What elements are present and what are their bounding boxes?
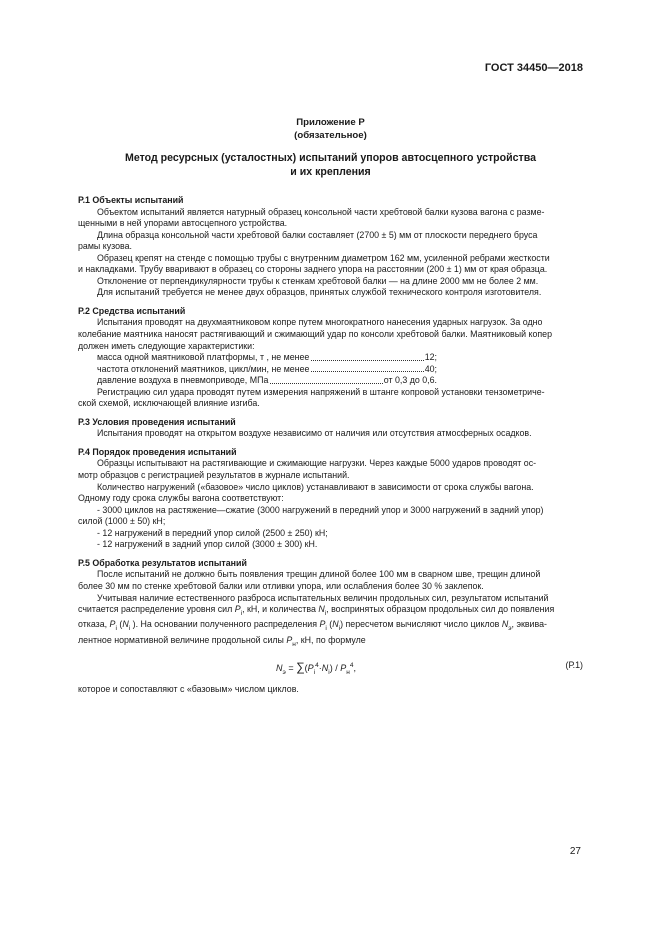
paragraph: Отклонение от перпендикулярности трубы к стенкам хребтовой балки — на длине 2000 мм не более 2 мм.: [97, 275, 539, 286]
paragraph: Учитывая наличие естественного разброса испытательных величин продольных сил, результатом испытаний: [97, 592, 549, 603]
paragraph-cont: считается распределение уровня сил $P_i$, кН, и количества $N_i$, воспринятых образцом продольных сил до появления: [78, 604, 555, 617]
formula-number: (Р.1): [565, 659, 583, 670]
page-number: 27: [569, 846, 581, 857]
paragraph-cont: более 30 мм по стенке хребтовой балки или отливки упора, или ослабления более 30 % заклепок.: [78, 580, 484, 591]
paragraph-cont: лентное нормативной величине продольной силы $P_н$, кН, по формуле: [78, 634, 366, 648]
paragraph: Образец крепят на стенде с помощью трубы с внутренним диаметром 162 мм, усиленной ребрами жесткости: [97, 252, 550, 263]
list-item: - 12 нагружений в передний упор силой (2500 ± 250) кН;: [97, 527, 328, 538]
characteristic-label: масса одной маятниковой платформы, т , не менее: [97, 352, 310, 363]
appendix-name: Приложение Р: [296, 117, 365, 128]
paragraph-cont: отказа, $P_i$ ($N_i$ ). На основании полученного распределения $P_i$ $(N_i)$ пересчетом вычисляют число циклов $N_э$, эквива-: [78, 619, 547, 633]
formula-block: [78, 650, 583, 684]
characteristic-row: [78, 375, 437, 387]
characteristic-value: 40;: [424, 363, 437, 374]
section-heading-p3: Р.3 Условия проведения испытаний: [78, 416, 236, 427]
characteristic-row: [78, 364, 437, 376]
section-heading-p1: Р.1 Объекты испытаний: [78, 195, 184, 205]
characteristic-row: [78, 352, 437, 364]
characteristic-label: давление воздуха в пневмоприводе, МПа: [97, 375, 269, 386]
paragraph: Испытания проводят на открытом воздухе независимо от наличия или отсутствия атмосферных осадков.: [97, 428, 532, 439]
characteristic-value: 12;: [424, 352, 437, 363]
paragraph: Длина образца консольной части хребтовой балки составляет (2700 ± 5) мм от плоскости переднего бруса: [97, 229, 538, 240]
paragraph: Объектом испытаний является натурный образец консольной части хребтовой балки кузова вагона с разме-: [97, 206, 545, 217]
paragraph-cont: ской схемой, исключающей влияние изгиба.: [78, 398, 260, 409]
paragraph: После испытаний не должно быть появления трещин длиной более 100 мм в сварном шве, трещин длиной: [97, 569, 541, 580]
list-item-cont: силой (1000 ± 50) кН;: [78, 516, 166, 527]
paragraph: Для испытаний требуется не менее двух образцов, принятых службой технического контроля изготовителя.: [97, 287, 542, 298]
title-line-1: Метод ресурсных (усталостных) испытаний упоров автосцепного устройства: [125, 152, 536, 164]
paragraph-cont: колебание маятника наносят растягивающий и сжимающий удар по консоли хребтовой балки. Маятниковый копер: [78, 329, 553, 340]
section-heading-p5: Р.5 Обработка результатов испытаний: [78, 557, 247, 568]
characteristic-label: частота отклонений маятников, цикл/мин, не менее: [97, 363, 310, 374]
paragraph-cont: щенными в ней упорами автосцепного устройства.: [78, 218, 288, 229]
list-item: - 12 нагружений в задний упор силой (3000 ± 300) кН.: [97, 539, 318, 550]
paragraph: Испытания проводят на двухмаятниковом копре путем многократного нанесения ударных нагрузок. За одно: [97, 317, 543, 328]
appendix-type: (обязательное): [294, 130, 367, 141]
standard-code: ГОСТ 34450—2018: [484, 62, 583, 74]
paragraph-cont: Одному году срока службы вагона соответствуют:: [78, 493, 284, 504]
list-item: - 3000 циклов на растяжение—сжатие (3000 нагружений в передний упор и 3000 нагружений в задний упор): [97, 504, 544, 515]
paragraph: Количество нагружений («базовое» число циклов) устанавливают в зависимости от срока службы вагона.: [97, 481, 534, 492]
paragraph: Образцы испытывают на растягивающие и сжимающие нагрузки. Через каждые 5000 ударов проводят ос-: [97, 458, 537, 469]
document-title: [60, 151, 601, 179]
main-content: [78, 195, 583, 696]
paragraph-cont: мотр образцов с регистрацией результатов в журнале испытаний.: [78, 470, 350, 481]
characteristic-value: от 0,3 до 0,6.: [383, 375, 437, 386]
paragraph: Регистрацию сил удара проводят путем измерения напряжений в штанге копровой установки тензометриче-: [97, 386, 545, 397]
section-heading-p2: Р.2 Средства испытаний: [78, 305, 186, 316]
section-heading-p4: Р.4 Порядок проведения испытаний: [78, 446, 237, 457]
paragraph-cont: и накладками. Трубу вваривают в образец со стороны заднего упора на расстоянии (200 ± 1) мм от края образца.: [78, 264, 548, 275]
title-line-2: и их крепления: [290, 166, 371, 178]
paragraph-cont: должен иметь следующие характеристики:: [78, 340, 255, 351]
formula: $N_э = \sum(P_i^4\cdot N_i) / P_н^4$,: [276, 659, 356, 676]
paragraph: которое и сопоставляют с «базовым» числом циклов.: [78, 683, 299, 694]
paragraph-cont: рамы кузова.: [78, 241, 132, 252]
